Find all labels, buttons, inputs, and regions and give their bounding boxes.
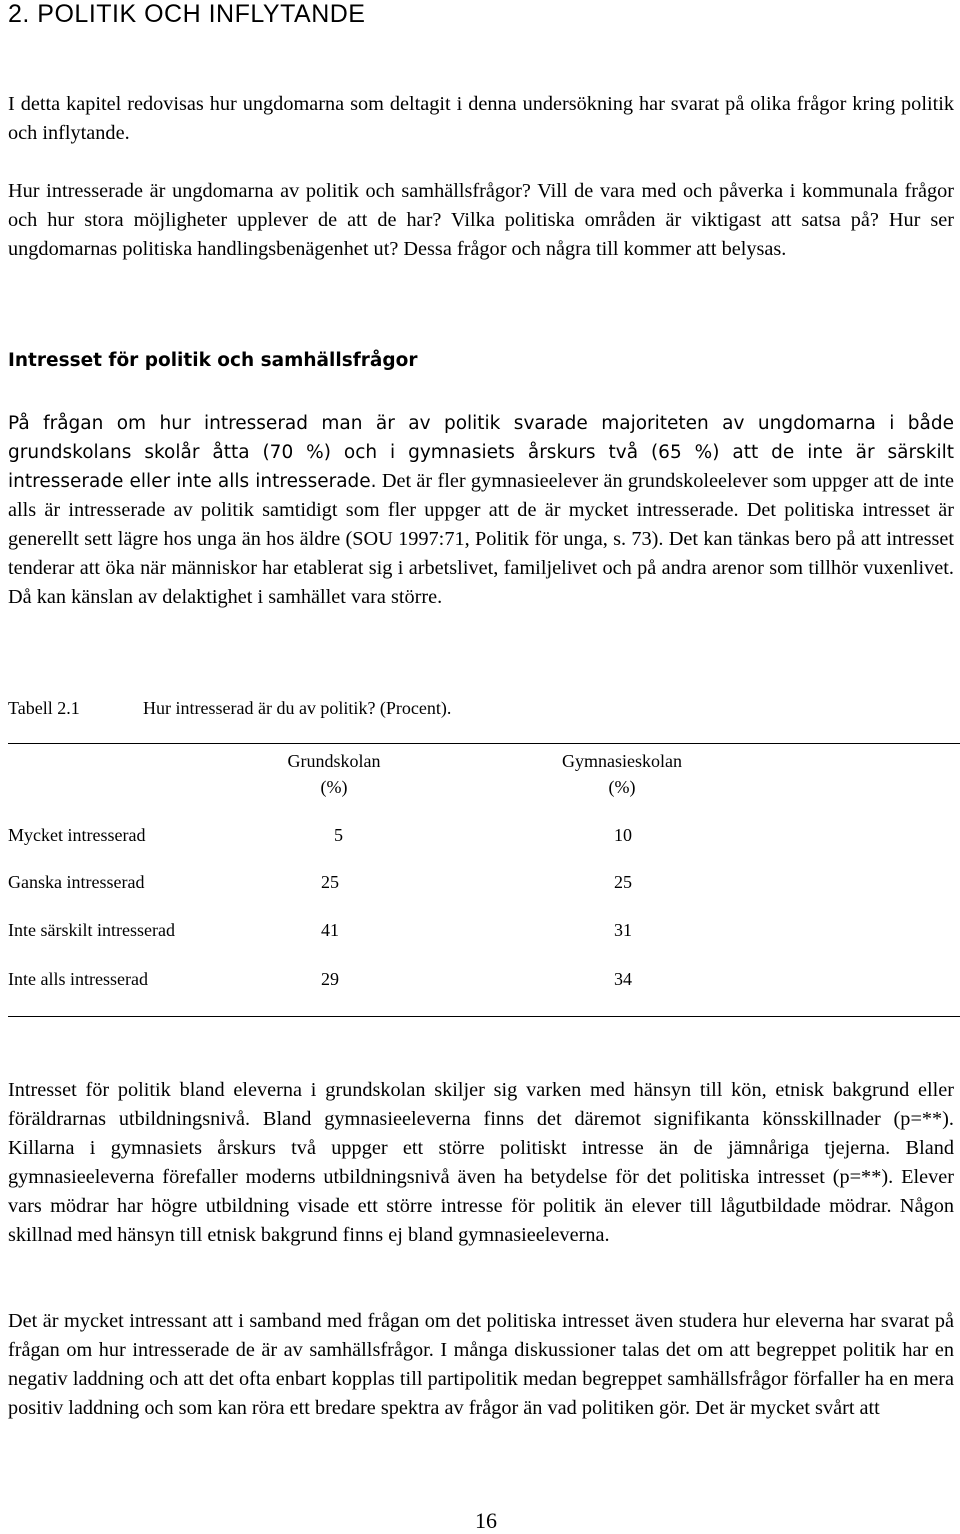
row-label: Mycket intresserad	[8, 825, 146, 845]
table-caption: Hur intresserad är du av politik? (Procent).	[143, 698, 452, 718]
table-bottom-rule	[8, 1016, 960, 1017]
intro-paragraph-2: Hur intresserade är ungdomarna av politik och samhällsfrågor? Vill de vara med och påverka i kommunala frågor och hur stora möjligheter upplever de att de har? Vilka politiska områden är viktigast att satsa på? Hur ser ungdomarnas politiska handlingsbenägenhet ut? Dessa frågor och några till kommer att belysas.	[8, 180, 954, 260]
body-paragraph-1-serif: Det är fler gymnasieelever än grundskoleelever som uppger att de inte alls är intresserade av politik samtidigt som fler uppger att de är mycket intresserade. Det politiska intresset är generellt sett lägre hos unga än hos äldre (SOU 1997:71, Politik för unga, s. 73). Det kan tänkas bero på att intresset tenderar att öka när människor har etablerat sig i arbetslivet, familjelivet och på andra arenor som tillhör vuxenlivet. Då kan känslan av delaktighet i samhället vara större.	[8, 470, 954, 608]
cell-grundskolan: 25	[321, 872, 339, 892]
row-label: Inte alls intresserad	[8, 969, 148, 989]
body-paragraph-1-sans: På frågan om hur intresserad man är av politik svarade majoriteten av ungdomarna i både grundskolans skolår åtta (70 %) och i gymnasiets årskurs två (65 %) att de inte är särskilt intresserade eller inte alls intresserade.	[8, 413, 954, 492]
table-top-rule	[8, 743, 960, 744]
column-header-grundskolan	[244, 748, 424, 800]
column-header-gymnasieskolan-unit: (%)	[608, 777, 636, 797]
body-paragraph-3: Det är mycket intressant att i samband med frågan om det politiska intresset även studera hur eleverna har svarat på frågan om hur intresserade de är av samhällsfrågor. I många diskussioner talas det om att begreppet politik har en negativ laddning och att det ofta enbart kopplas till partipolitik medan begreppet samhällsfrågor förfaller ha en mera positiv laddning och som kan röra ett bredare spektra av frågor än vad politiken gör. Det är mycket svårt att	[8, 1310, 954, 1419]
column-header-grundskolan-name: Grundskolan	[287, 751, 381, 771]
section-heading: Intresset för politik och samhällsfrågor	[8, 350, 418, 371]
page-number: 16	[475, 1508, 497, 1533]
cell-grundskolan: 41	[321, 920, 339, 940]
cell-gymnasieskolan: 25	[614, 872, 632, 892]
column-header-gymnasieskolan-name: Gymnasieskolan	[562, 751, 682, 771]
body-paragraph-2: Intresset för politik bland eleverna i grundskolan skiljer sig varken med hänsyn till kön, etnisk bakgrund eller föräldrarnas utbildningsnivå. Bland gymnasieeleverna finns det däremot signifikanta könsskillnader (p=**). Killarna i gymnasiets årskurs två uppger ett större politiskt intresse än de jämnåriga tjejerna. Bland gymnasieeleverna förefaller moderns utbildningsnivå även ha betydelse för det politiska intresset (p=**). Elever vars mödrar har högre utbildning visade ett större intresse för politik än elever till lågutbildade mödrar. Någon skillnad med hänsyn till etnisk bakgrund finns ej bland gymnasieeleverna.	[8, 1079, 954, 1246]
body-paragraph-1	[8, 409, 954, 612]
row-label: Inte särskilt intresserad	[8, 920, 175, 940]
table-label: Tabell 2.1	[8, 698, 80, 718]
cell-grundskolan: 5	[334, 825, 343, 845]
cell-gymnasieskolan: 34	[614, 969, 632, 989]
row-label: Ganska intresserad	[8, 872, 145, 892]
column-header-gymnasieskolan	[522, 748, 722, 800]
cell-grundskolan: 29	[321, 969, 339, 989]
chapter-heading: 2. POLITIK OCH INFLYTANDE	[8, 0, 366, 28]
cell-gymnasieskolan: 31	[614, 920, 632, 940]
intro-paragraph-1: I detta kapitel redovisas hur ungdomarna som deltagit i denna undersökning har svarat på olika frågor kring politik och inflytande.	[8, 93, 954, 144]
cell-gymnasieskolan: 10	[614, 825, 632, 845]
column-header-grundskolan-unit: (%)	[320, 777, 348, 797]
